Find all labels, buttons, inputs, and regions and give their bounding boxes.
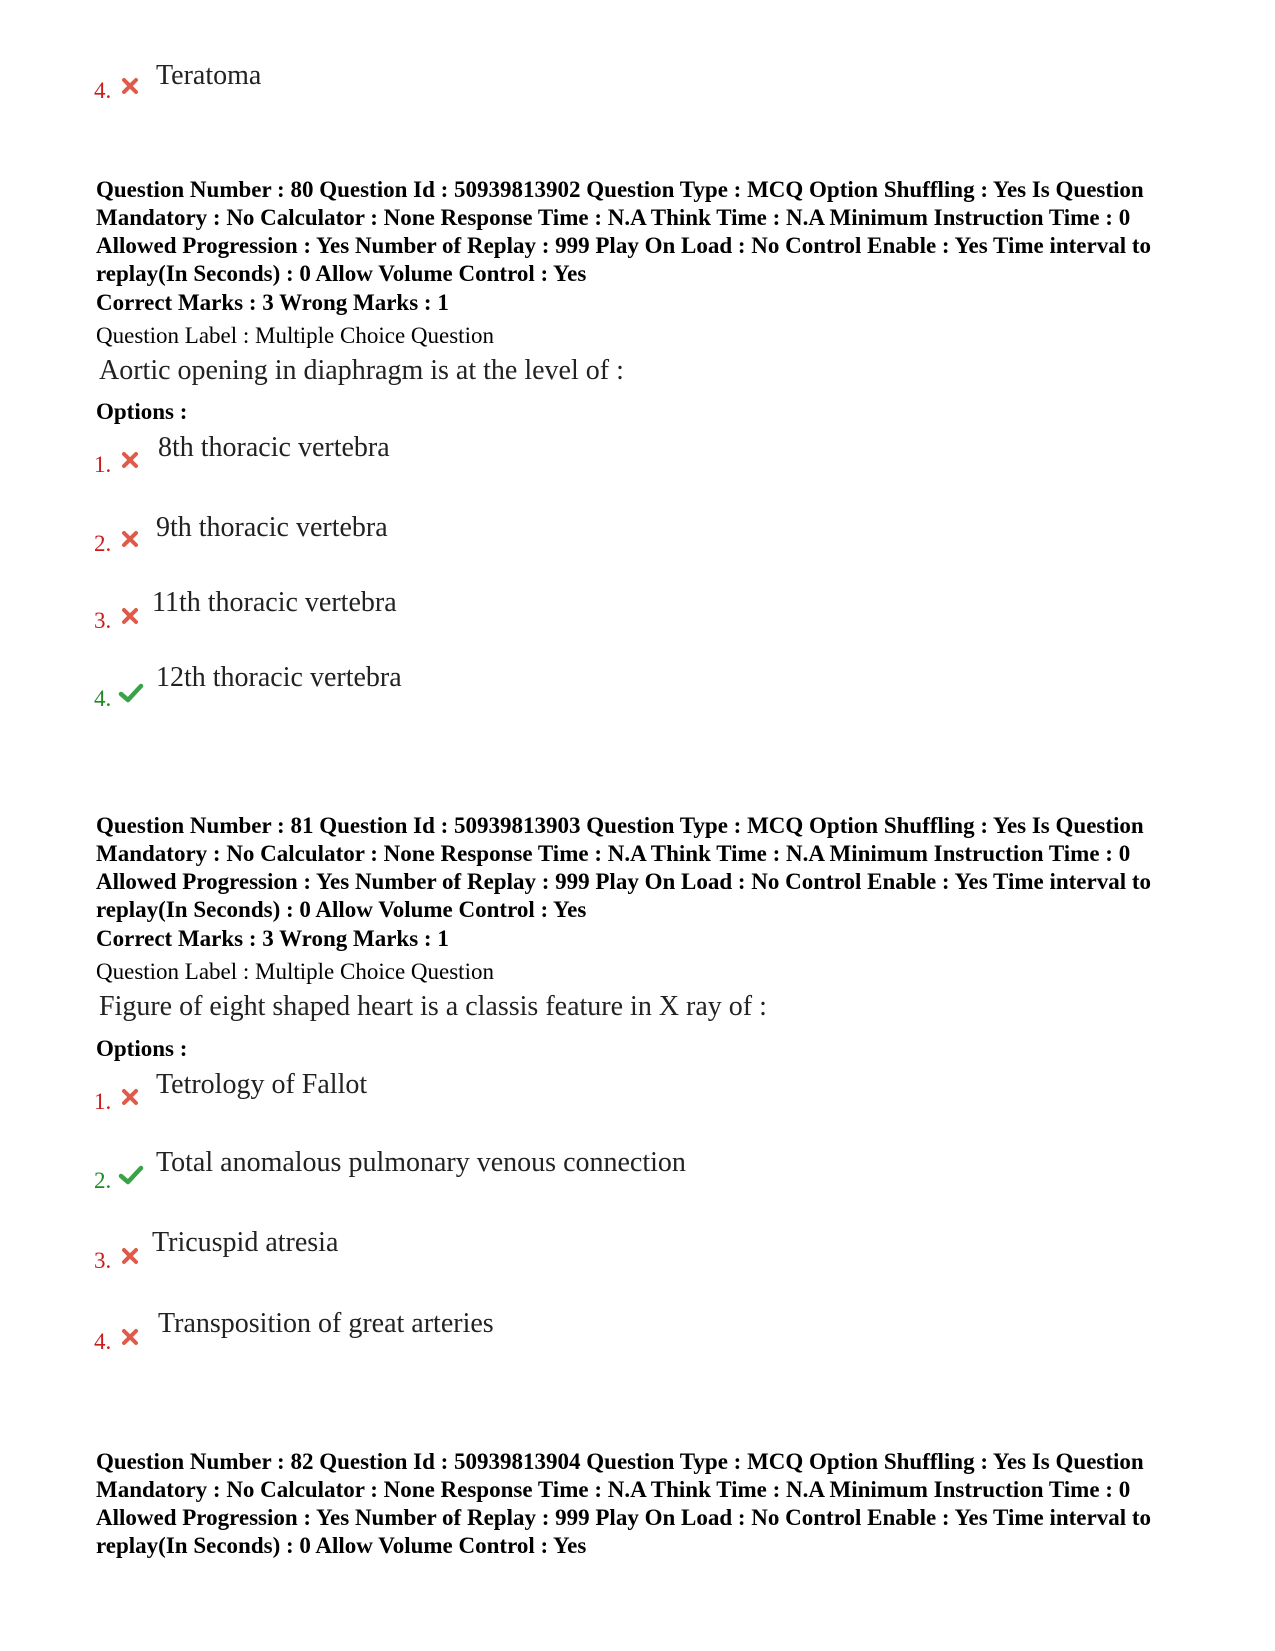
question-meta: Question Number : 81 Question Id : 50939813903 Question Type : MCQ Option Shuffling : Yes Is Question Mandatory : No Calculator : None Response Time : N.A Think Time : N.A Minimum Instruction Time : 0 Allowed Progression : Yes Number of Replay : 999 Play On Load : No Control Enable : Yes Time interval to replay(In Seconds) : 0 Allow Volume Control : Yes (96, 813, 1152, 922)
question-label: Question Label : Multiple Choice Question (96, 959, 494, 984)
option-number: 3. (94, 1248, 112, 1273)
cross-icon (120, 1327, 140, 1347)
question-meta: Question Number : 82 Question Id : 50939813904 Question Type : MCQ Option Shuffling : Yes Is Question Mandatory : No Calculator : None Response Time : N.A Think Time : N.A Minimum Instruction Time : 0 Allowed Progression : Yes Number of Replay : 999 Play On Load : No Control Enable : Yes Time interval to replay(In Seconds) : 0 Allow Volume Control : Yes (96, 1449, 1152, 1558)
option-text: Total anomalous pulmonary venous connection (156, 1147, 686, 1178)
option-number: 2. (94, 1168, 112, 1193)
option-number: 1. (94, 452, 112, 477)
option-text: 11th thoracic vertebra (152, 587, 397, 618)
cross-icon (120, 1246, 140, 1266)
check-icon (118, 1164, 144, 1186)
option-text: 12th thoracic vertebra (156, 662, 402, 693)
cross-icon (120, 76, 140, 96)
option-text: 9th thoracic vertebra (156, 512, 388, 543)
option-number: 4. (94, 686, 112, 711)
question-stem: Aortic opening in diaphragm is at the level of : (99, 355, 624, 386)
question-stem: Figure of eight shaped heart is a classis feature in X ray of : (99, 991, 767, 1022)
options-heading: Options : (96, 399, 188, 424)
cross-icon (120, 1087, 140, 1107)
option-text: Tricuspid atresia (152, 1227, 339, 1258)
option-text: Transposition of great arteries (158, 1308, 494, 1339)
option-text: 8th thoracic vertebra (158, 432, 390, 463)
cross-icon (120, 450, 140, 470)
option-number: 3. (94, 608, 112, 633)
option-number: 2. (94, 531, 112, 556)
question-label: Question Label : Multiple Choice Question (96, 323, 494, 348)
check-icon (118, 682, 144, 704)
options-heading: Options : (96, 1036, 188, 1061)
question-marks: Correct Marks : 3 Wrong Marks : 1 (96, 926, 449, 951)
option-number: 4. (94, 78, 112, 103)
question-meta: Question Number : 80 Question Id : 50939813902 Question Type : MCQ Option Shuffling : Yes Is Question Mandatory : No Calculator : None Response Time : N.A Think Time : N.A Minimum Instruction Time : 0 Allowed Progression : Yes Number of Replay : 999 Play On Load : No Control Enable : Yes Time interval to replay(In Seconds) : 0 Allow Volume Control : Yes (96, 177, 1152, 286)
cross-icon (120, 529, 140, 549)
cross-icon (120, 606, 140, 626)
option-number: 1. (94, 1089, 112, 1114)
option-number: 4. (94, 1329, 112, 1354)
option-text: Tetrology of Fallot (156, 1069, 368, 1100)
option-text: Teratoma (156, 60, 262, 91)
question-marks: Correct Marks : 3 Wrong Marks : 1 (96, 290, 449, 315)
